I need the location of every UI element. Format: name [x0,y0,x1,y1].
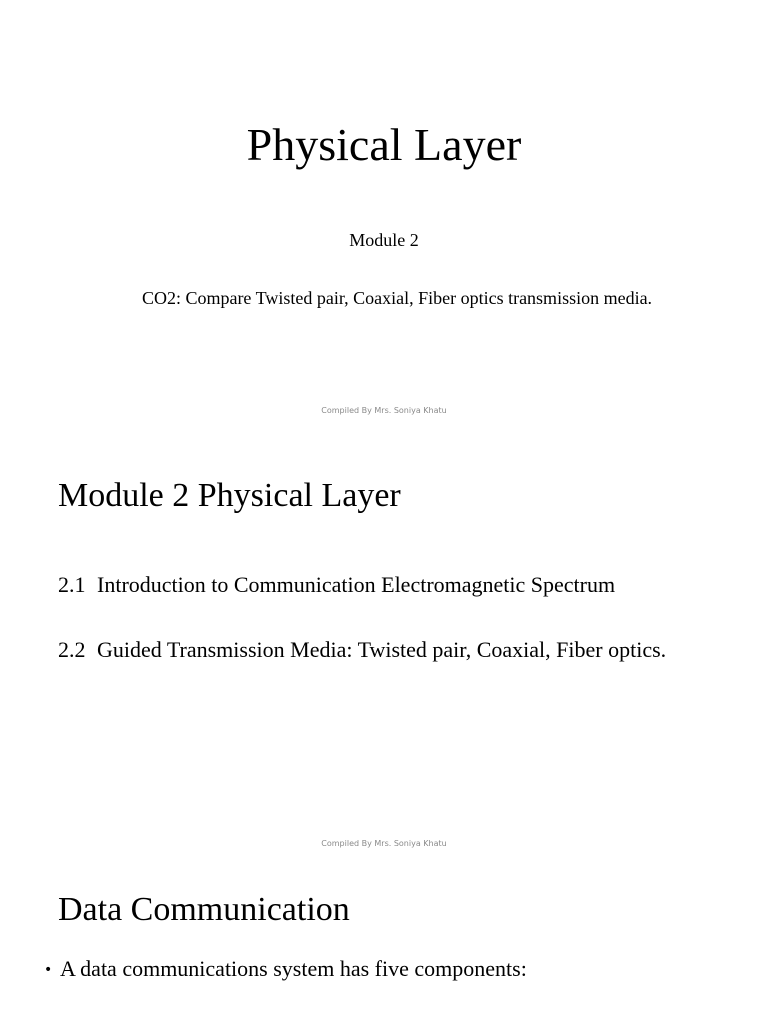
course-outcome: CO2: Compare Twisted pair, Coaxial, Fiber optics transmission media. [141,288,653,308]
slide-footer: Compiled By Mrs. Soniya Khatu [321,406,447,415]
bullet-text: A data communications system has five components: [60,956,527,981]
module-overview-slide [0,432,768,864]
topic-text: Introduction to Communication Electromagnetic Spectrum [97,572,616,597]
data-communication-slide [0,864,768,1024]
slide-title: Module 2 Physical Layer [58,477,401,514]
topic-number: 2.1 [58,572,86,597]
bullet-marker: • [44,962,53,978]
bullet-item [44,956,527,983]
topic-number: 2.2 [58,637,86,662]
slide-title: Data Communication [58,891,350,928]
topic-item [58,572,615,598]
slide-title: Physical Layer [246,119,522,170]
topic-item [58,637,666,663]
slide-footer: Compiled By Mrs. Soniya Khatu [321,839,447,848]
module-label: Module 2 [349,230,419,250]
title-slide [0,0,768,432]
topic-text: Guided Transmission Media: Twisted pair, Coaxial, Fiber optics. [97,637,667,662]
